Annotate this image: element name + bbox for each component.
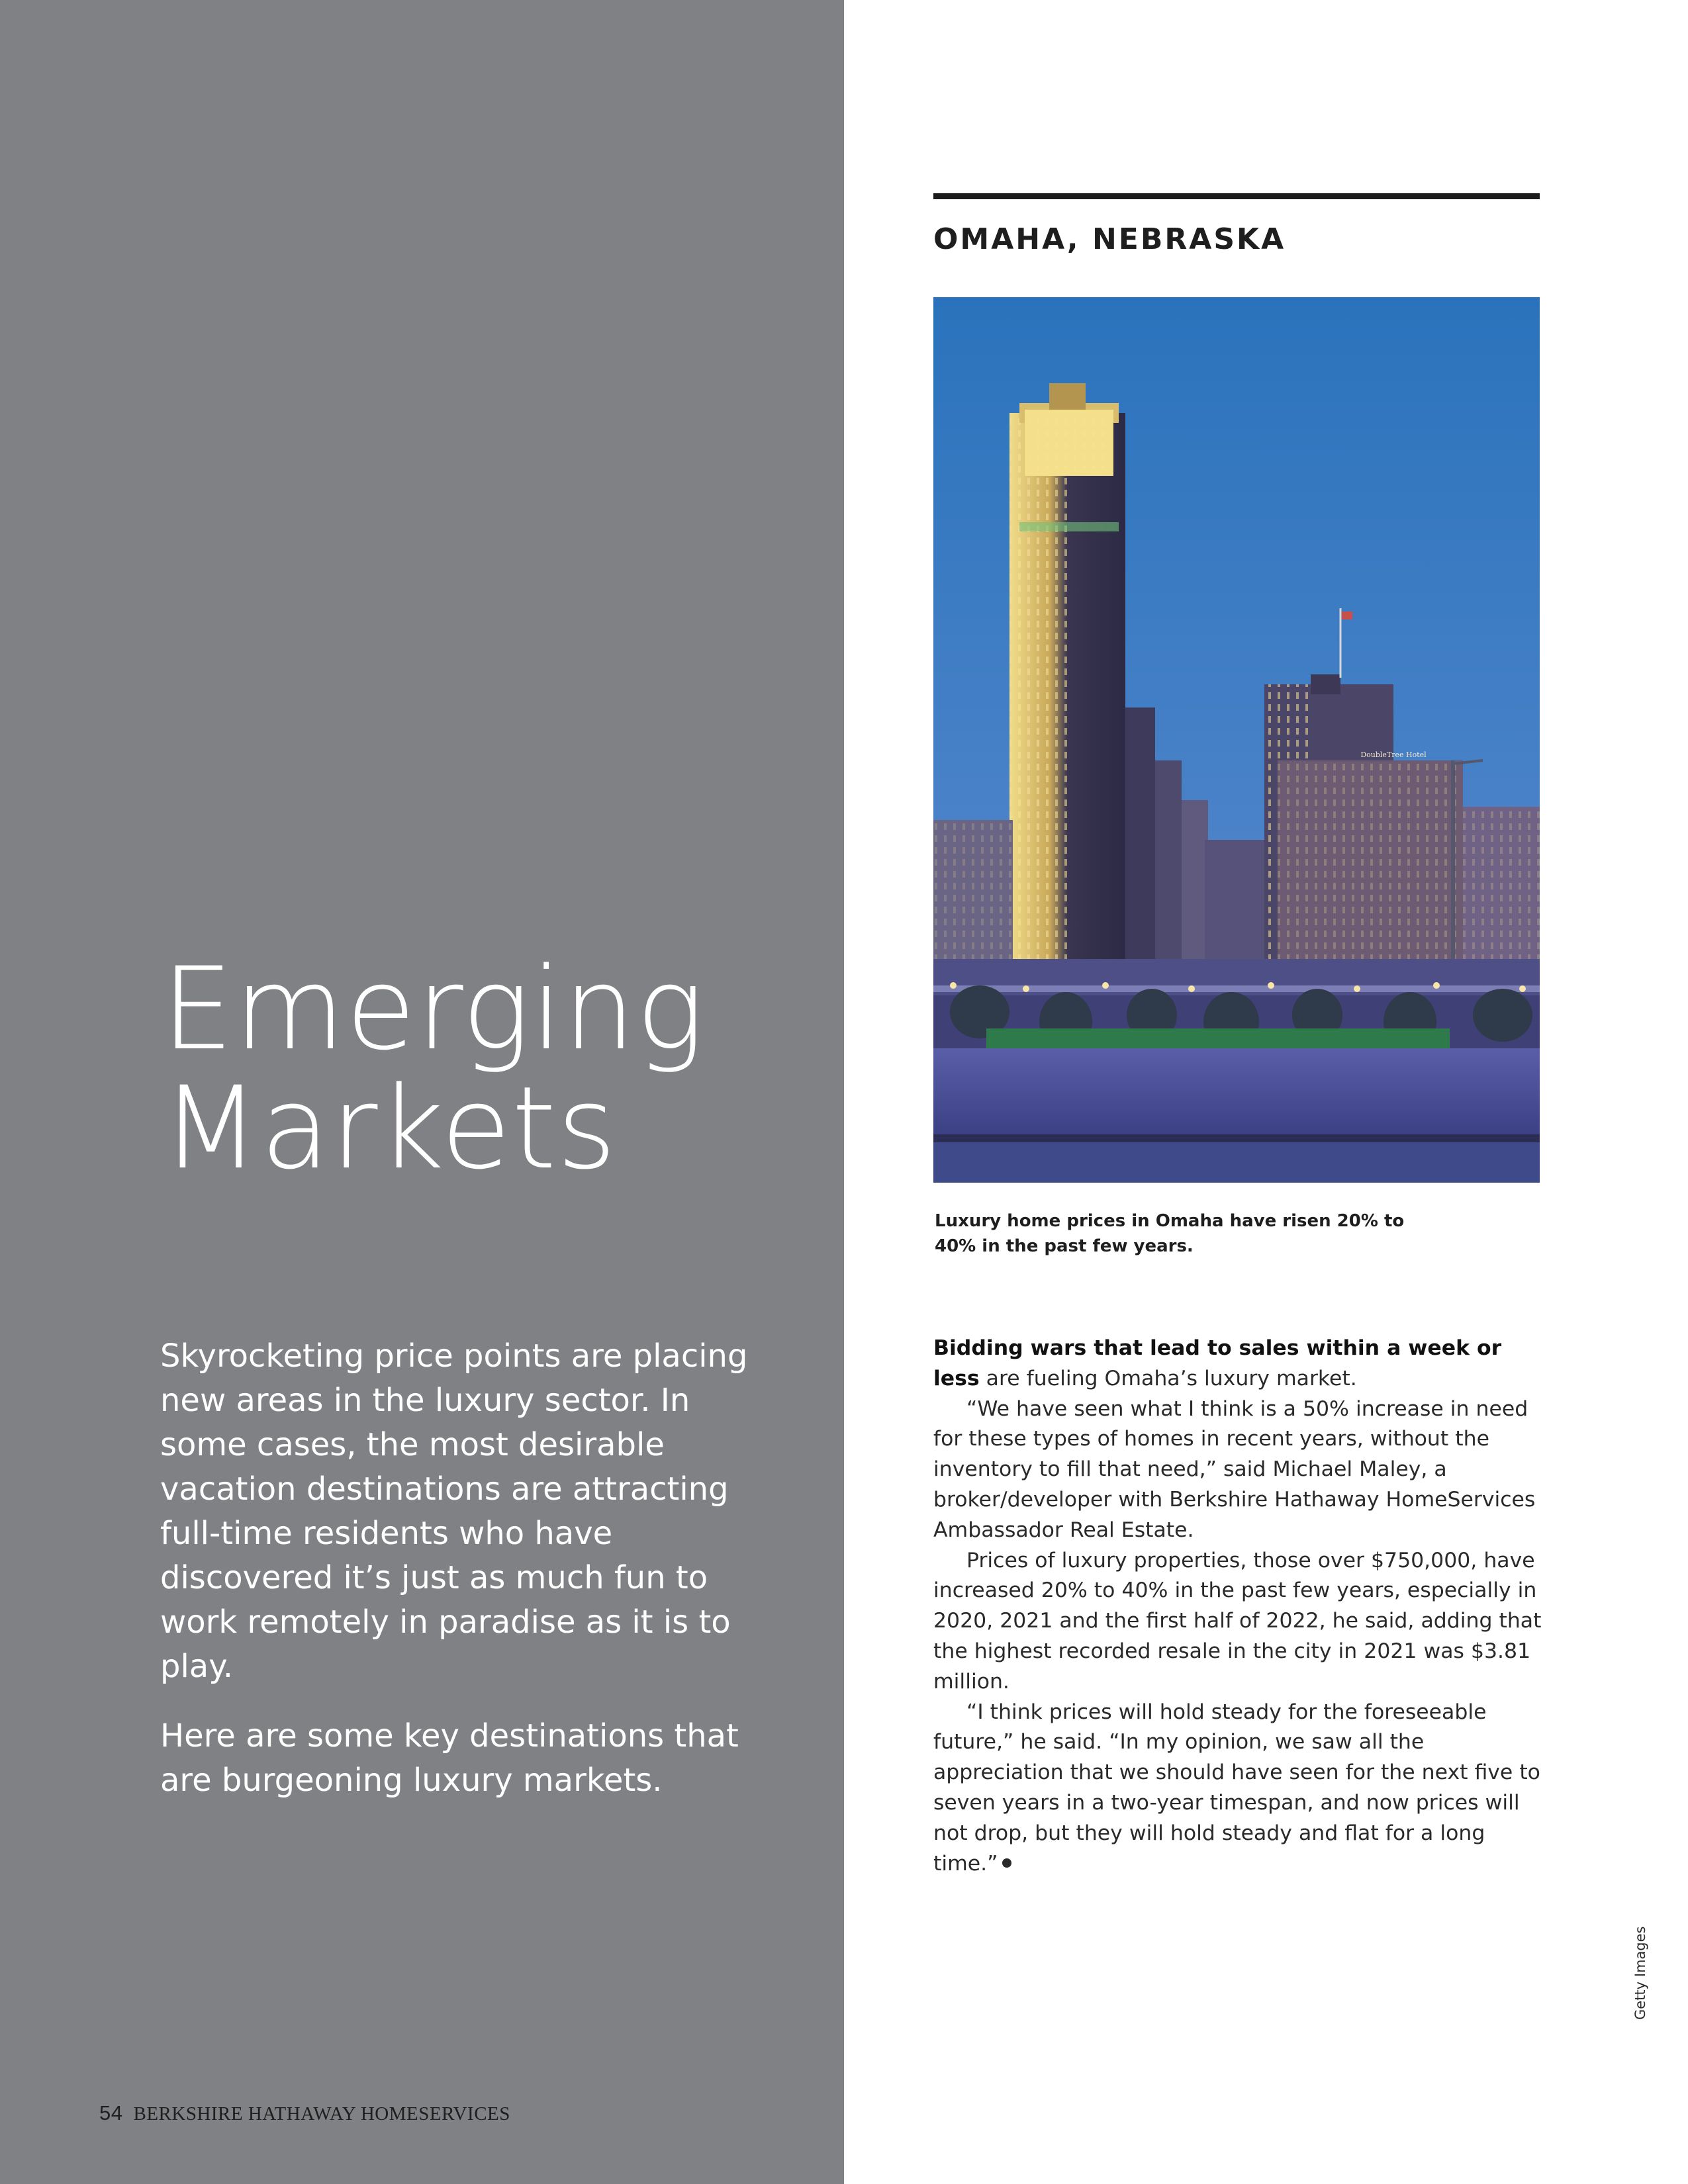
photo-caption: Luxury home prices in Omaha have risen 20% to 40% in the past few years. (935, 1211, 1405, 1256)
article-paragraph-3 (933, 1698, 1542, 1880)
intro-text (160, 1334, 756, 1828)
article-lead-rest: are fueling Omaha’s luxury market. (979, 1366, 1357, 1390)
headline-line-1: Emerging (162, 942, 705, 1075)
intro-paragraph-2: Here are some key destinations that are burgeoning luxury markets. (160, 1717, 739, 1799)
page-footer (99, 2101, 510, 2125)
photo-credit: Getty Images (1632, 1926, 1648, 2020)
end-mark-icon (1002, 1858, 1011, 1868)
article-lead-bold: Bidding wars that lead to sales within a week or less (933, 1336, 1502, 1390)
hotel-sign: DoubleTree Hotel (1360, 751, 1427, 759)
article-paragraph-3-text: “I think prices will hold steady for the foreseeable future,” he said. “In my opinion, we saw all the appreciation that we should have seen for the next five to seven years in a two-year timespan, and now prices will not drop, but they will hold steady and flat for a long time.” (933, 1700, 1540, 1876)
article-body (933, 1334, 1542, 1879)
section-rule (933, 193, 1540, 199)
headline-line-2: Markets (162, 1062, 617, 1195)
location-heading: OMAHA, NEBRASKA (933, 222, 1286, 256)
article-lead (933, 1334, 1542, 1394)
intro-paragraph-1: Skyrocketing price points are placing new areas in the luxury sector. In some cases, the most desirable vacation destinations are attracting full-time residents who have discovered it’s just as much fun to work remotely in paradise as it is to play. (160, 1338, 748, 1685)
publication-name: BERKSHIRE HATHAWAY HOMESERVICES (133, 2103, 510, 2124)
article-paragraph-1: “We have seen what I think is a 50% increase in need for these types of homes in recent years, without the inventory to fill that need,” said Michael Maley, a broker/developer with Berkshire Hathaway HomeServices Ambassador Real Estate. (933, 1396, 1536, 1542)
omaha-skyline-photo (933, 297, 1540, 1183)
page-number: 54 (99, 2101, 123, 2124)
article-paragraph-2: Prices of luxury properties, those over $750,000, have increased 20% to 40% in the past few years, especially in 2020, 2021 and the first half of 2022, he said, adding that the highest recorded resale in the city in 2021 was $3.81 million. (933, 1548, 1542, 1694)
section-headline (162, 942, 705, 1195)
